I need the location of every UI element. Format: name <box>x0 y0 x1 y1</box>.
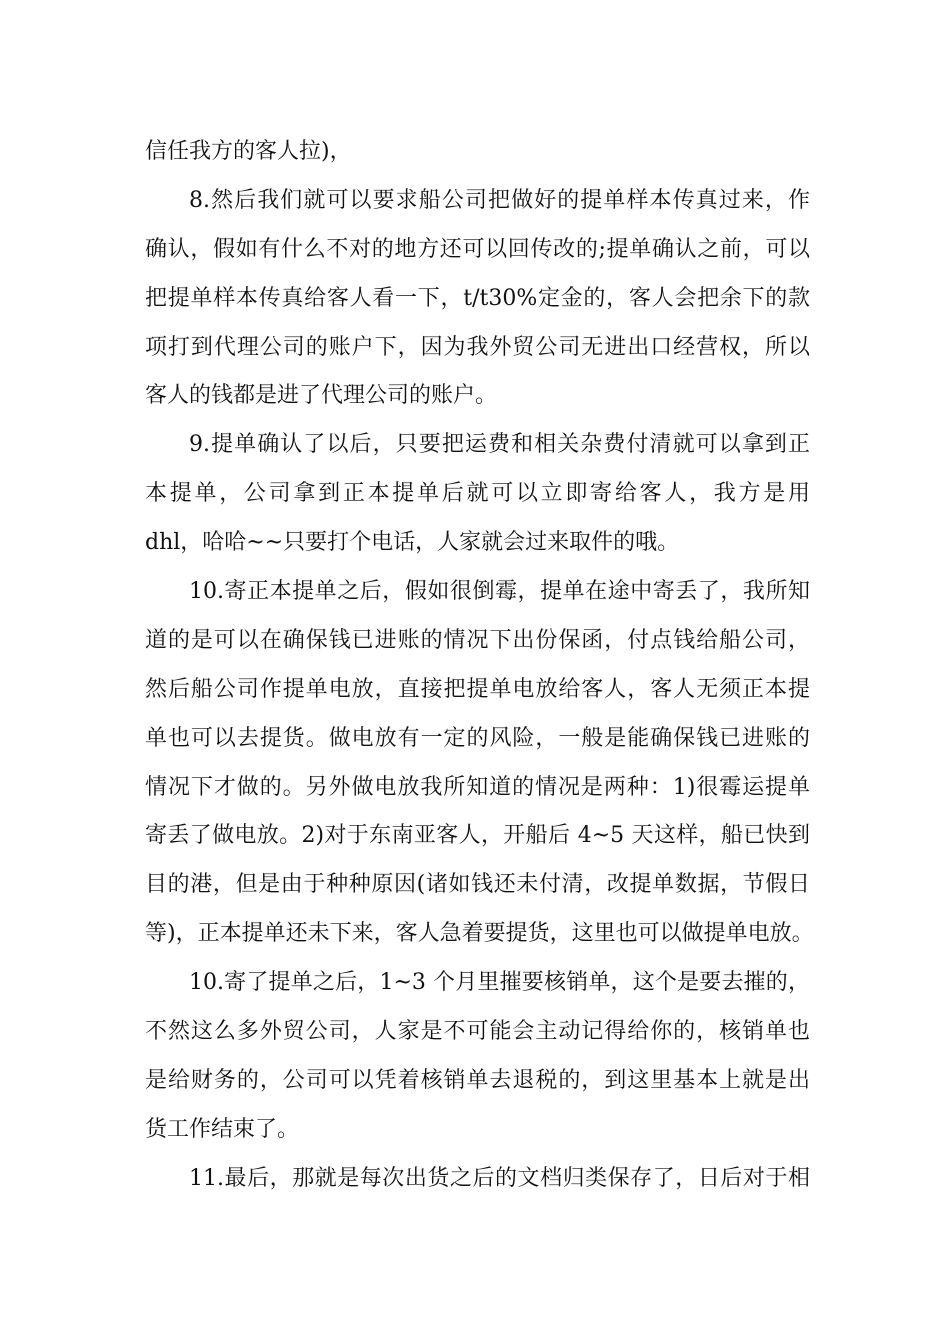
text-line: 然后船公司作提单电放，直接把提单电放给客人，客人无须正本提 <box>145 676 810 702</box>
text-line: 8.然后我们就可以要求船公司把做好的提单样本传真过来，作 <box>189 187 810 213</box>
text-line: 信任我方的客人拉)， <box>145 139 352 164</box>
text-line: 等)，正本提单还未下来，客人急着要提货，这里也可以做提单电放。 <box>145 921 814 947</box>
text-line: 单也可以去提货。做电放有一定的风险，一般是能确保钱已进账的 <box>145 725 810 751</box>
text-line: dhl，哈哈~~只要打个电话，人家就会过来取件的哦。 <box>145 530 680 556</box>
text-line: 11.最后，那就是每次出货之后的文档归类保存了，日后对于相 <box>189 1165 810 1191</box>
text-line: 本提单，公司拿到正本提单后就可以立即寄给客人，我方是用 <box>145 481 810 507</box>
text-line: 货工作结束了。 <box>145 1116 300 1142</box>
text-line: 客人的钱都是进了代理公司的账户。 <box>145 383 498 409</box>
text-line: 不然这么多外贸公司，人家是不可能会主动记得给你的，核销单也 <box>145 1019 810 1045</box>
text-line: 寄丢了做电放。2)对于东南亚客人，开船后 4~5 天这样，船已快到 <box>145 823 810 849</box>
text-line: 10.寄了提单之后，1~3 个月里摧要核销单，这个是要去摧的， <box>189 970 810 996</box>
text-line: 是给财务的，公司可以凭着核销单去退税的，到这里基本上就是出 <box>145 1067 810 1093</box>
text-line: 9.提单确认了以后，只要把运费和相关杂费付清就可以拿到正 <box>189 432 810 458</box>
text-line: 确认，假如有什么不对的地方还可以回传改的;提单确认之前，可以 <box>145 236 810 262</box>
text-line: 项打到代理公司的账户下，因为我外贸公司无进出口经营权，所以 <box>145 334 810 360</box>
text-line: 把提单样本传真给客人看一下，t/t30%定金的，客人会把余下的款 <box>145 285 810 311</box>
text-line: 10.寄正本提单之后，假如很倒霉，提单在途中寄丢了，我所知 <box>189 579 810 605</box>
text-line: 情况下才做的。另外做电放我所知道的情况是两种：1)很霉运提单 <box>145 774 810 800</box>
document-body <box>145 128 814 1204</box>
text-line: 道的是可以在确保钱已进账的情况下出份保函，付点钱给船公司， <box>145 627 810 653</box>
text-line: 目的港，但是由于种种原因(诸如钱还未付清，改提单数据，节假日 <box>145 872 810 898</box>
